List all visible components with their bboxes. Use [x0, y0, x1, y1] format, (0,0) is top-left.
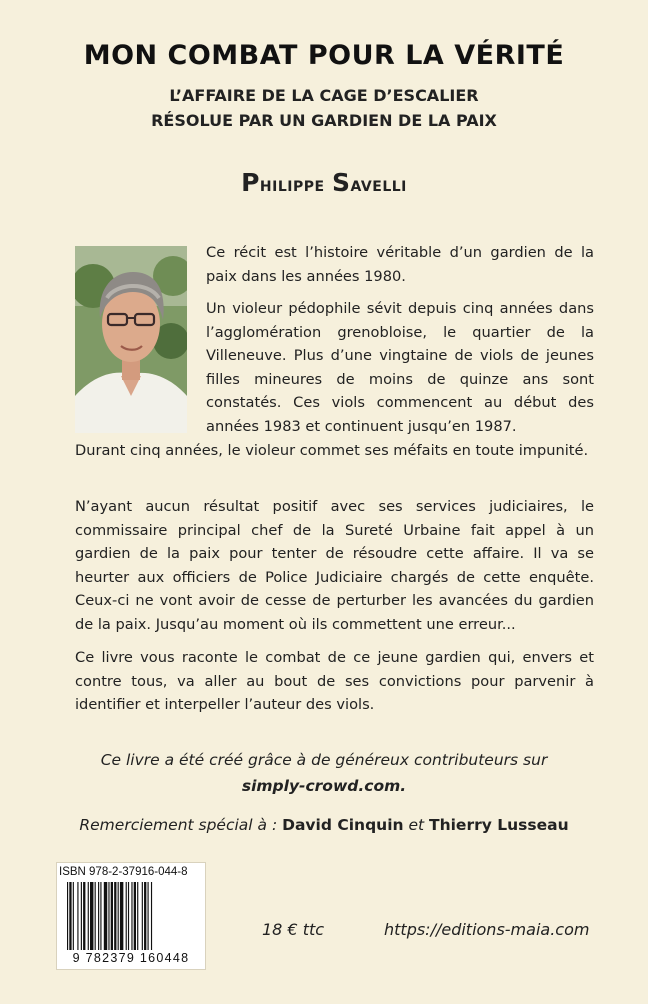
subtitle-line-2: RÉSOLUE PAR UN GARDIEN DE LA PAIX: [151, 111, 497, 130]
book-title: MON COMBAT POUR LA VÉRITÉ: [83, 40, 565, 71]
publisher-url[interactable]: https://editions-maia.com: [384, 920, 590, 939]
special-thanks: Remerciement spécial à : David Cinquin et Thierry Lusseau: [79, 816, 569, 834]
paragraph-conclusion: Ce livre vous raconte le combat de ce jeune gardien qui, envers et contre tous, va aller au bout de ses convictions pour parvenir à identifier et interpeller l’auteur des viols.: [75, 649, 594, 713]
paragraph-investigation: N’ayant aucun résultat positif avec ses services judiciaires, le commissaire principal chef de la Sureté Urbaine fait appel à un gardien de la paix pour tenter de résoudre cette affaire. Il va se heurter aux officiers de Police Judiciaire chargés de cette enquête. Ceux-ci ne vont avoir de cesse de perturber les avancées du gardien de la paix. Jusqu’au moment où ils commettent une erreur...: [75, 498, 594, 633]
subtitle-line-1: L’AFFAIRE DE LA CAGE D’ESCALIER: [169, 86, 479, 105]
isbn-digits: 9 782379 160448: [72, 951, 190, 965]
price: 18 € ttc: [262, 920, 325, 939]
crowdfunding-credits: [0, 747, 648, 799]
barcode-icon: [67, 882, 195, 950]
isbn-barcode-block: [56, 862, 206, 970]
paragraph-case: Un violeur pédophile sévit depuis cinq années dans l’agglomération grenobloise, le quartier de la Villeneuve. Plus d’une vingtaine de viols de jeunes filles mineures de moins de quinze ans sont constatés. Ces viols commencent au début des années 1983 et continuent jusqu’en 1987.: [206, 300, 594, 435]
paragraph-impunity: Durant cinq années, le violeur commet ses méfaits en toute impunité.: [75, 442, 589, 459]
paragraph-intro: Ce récit est l’histoire véritable d’un gardien de la paix dans les années 1980.: [206, 244, 594, 285]
crowdfunding-site: simply-crowd.com.: [241, 777, 407, 795]
author-name: Philippe Savelli: [241, 168, 407, 197]
author-photo: [75, 246, 187, 433]
isbn-label: ISBN 978-2-37916-044-8: [59, 866, 188, 878]
credits-text: Ce livre a été créé grâce à de généreux contributeurs sur: [100, 751, 548, 769]
author-portrait-illustration: [75, 246, 187, 433]
